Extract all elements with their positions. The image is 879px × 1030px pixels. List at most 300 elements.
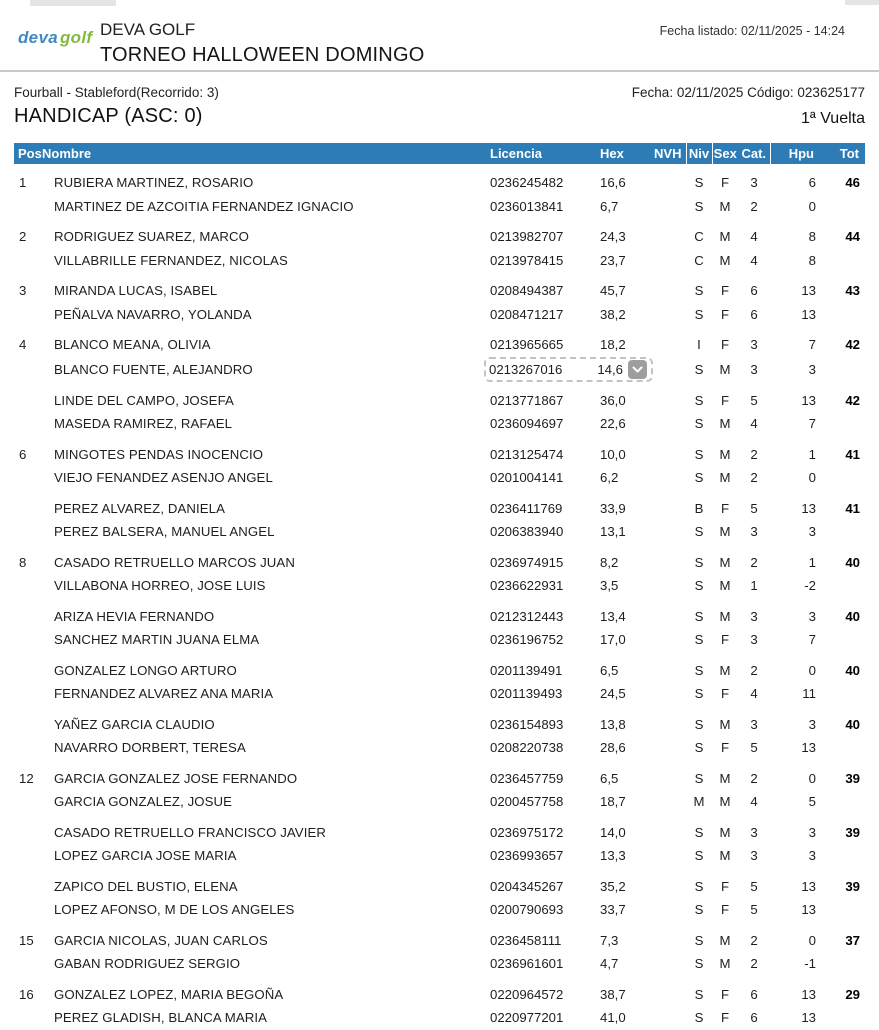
cell-hpu: 5: [808, 794, 816, 810]
chevron-down-icon[interactable]: [628, 360, 647, 379]
results-table: [14, 143, 865, 1030]
cell-licencia: 0236013841: [490, 198, 564, 214]
cell-pos: [14, 574, 42, 598]
cell-tot: 40: [845, 716, 860, 732]
result-group: [14, 814, 865, 868]
cell-hex: 14,6: [597, 361, 623, 377]
cell-licencia: 0206383940: [490, 524, 564, 540]
cell-cat: 3: [750, 608, 758, 624]
cell-licencia: 0213982707: [490, 229, 564, 245]
cell-sex: F: [720, 500, 730, 516]
cell-licencia: 0236457759: [490, 770, 564, 786]
cell-sex: M: [719, 794, 731, 810]
cell-hpu: 7: [808, 337, 816, 353]
cell-nvh: [650, 436, 686, 467]
cell-player-name: RODRIGUEZ SUAREZ, MARCO: [54, 229, 249, 245]
cell-hex: 23,7: [600, 252, 626, 268]
column-header-cat: Cat.: [738, 143, 770, 164]
cell-cat: 2: [750, 770, 758, 786]
cell-cat: 6: [750, 986, 758, 1002]
cell-nvh: [650, 272, 686, 303]
cell-niv: S: [694, 198, 704, 214]
cell-hex: 36,0: [600, 392, 626, 408]
cell-hpu: -2: [804, 578, 816, 594]
player-row: [14, 382, 865, 413]
cell-player-name: CASADO RETRUELLO MARCOS JUAN: [54, 554, 295, 570]
cell-sex: M: [719, 470, 731, 486]
cell-cat: 6: [750, 306, 758, 322]
cell-niv: S: [694, 824, 704, 840]
cell-licencia: 0220977201: [490, 1010, 564, 1026]
cell-niv: S: [694, 392, 704, 408]
cell-nvh: [650, 357, 686, 382]
cell-tot: [818, 574, 865, 598]
cell-cat: 3: [750, 524, 758, 540]
cell-nvh: [650, 326, 686, 357]
result-group: [14, 490, 865, 544]
column-header-hpu: Hpu: [770, 143, 818, 164]
player-row: [14, 574, 865, 598]
result-group: [14, 436, 865, 490]
cell-player-name: GONZALEZ LONGO ARTURO: [54, 662, 237, 678]
cell-nvh: [650, 814, 686, 845]
cell-licencia: 0236993657: [490, 848, 564, 864]
cell-cat: 2: [750, 470, 758, 486]
cell-licencia: 0236411769: [490, 500, 563, 516]
column-header-nombre: Nombre: [42, 143, 490, 164]
cell-tot: 44: [845, 229, 860, 245]
result-group: [14, 218, 865, 272]
player-row: [14, 628, 865, 652]
cell-nvh: [650, 382, 686, 413]
cell-niv: S: [694, 554, 704, 570]
cell-cat: 6: [750, 1010, 758, 1026]
cell-pos: [14, 598, 42, 629]
cell-pos: [14, 652, 42, 683]
cell-tot: 39: [845, 824, 860, 840]
result-group: [14, 868, 865, 922]
cell-licencia: 0236622931: [490, 578, 564, 594]
cell-cat: 1: [750, 578, 758, 594]
cell-hex: 6,5: [600, 662, 619, 678]
player-row: [14, 357, 865, 382]
cell-pos: 4: [19, 337, 27, 353]
cell-niv: S: [694, 361, 704, 377]
cell-tot: 42: [845, 337, 860, 353]
cell-hex: 6,7: [600, 198, 619, 214]
cell-tot: 39: [845, 878, 860, 894]
cell-player-name: MIRANDA LUCAS, ISABEL: [54, 283, 218, 299]
cell-licencia: 0236458111: [490, 932, 562, 948]
player-row: [14, 952, 865, 976]
player-row: [14, 436, 865, 467]
cell-tot: [818, 357, 865, 382]
cell-tot: [818, 412, 865, 436]
cell-sex: F: [720, 1010, 730, 1026]
cell-hpu: 6: [808, 175, 816, 191]
cell-sex: M: [719, 932, 731, 948]
cell-licencia-hex-selected: [490, 357, 650, 382]
player-row: [14, 976, 865, 1007]
cell-niv: S: [694, 686, 704, 702]
player-row: [14, 195, 865, 219]
player-row: [14, 844, 865, 868]
cell-player-name: ZAPICO DEL BUSTIO, ELENA: [54, 878, 238, 894]
cell-player-name: PEREZ GLADISH, BLANCA MARIA: [54, 1010, 268, 1026]
cell-niv: C: [694, 229, 704, 245]
cell-hex: 13,1: [600, 524, 626, 540]
cell-player-name: GONZALEZ LOPEZ, MARIA BEGOÑA: [54, 986, 284, 1002]
cell-niv: S: [694, 283, 704, 299]
cell-cat: 5: [750, 878, 758, 894]
result-group: [14, 652, 865, 706]
cell-tot: [818, 628, 865, 652]
cell-tot: 42: [845, 392, 860, 408]
cell-player-name: MARTINEZ DE AZCOITIA FERNANDEZ IGNACIO: [54, 198, 354, 214]
cell-hpu: 8: [808, 252, 816, 268]
cell-tot: 39: [845, 770, 860, 786]
cell-sex: M: [719, 662, 731, 678]
cell-licencia: 0201139491: [490, 662, 563, 678]
cell-niv: S: [694, 416, 704, 432]
cell-pos: [14, 814, 42, 845]
cell-nvh: [650, 736, 686, 760]
result-group: [14, 760, 865, 814]
cell-tot: 46: [845, 175, 860, 191]
result-group: [14, 922, 865, 976]
cell-sex: M: [719, 252, 731, 268]
cell-hpu: 13: [801, 986, 816, 1002]
cell-sex: M: [719, 848, 731, 864]
cell-player-name: MASEDA RAMIREZ, RAFAEL: [54, 416, 233, 432]
cell-pos: 2: [19, 229, 27, 245]
result-group: [14, 544, 865, 598]
cell-nvh: [650, 868, 686, 899]
cell-niv: S: [694, 986, 704, 1002]
cell-pos: 12: [19, 770, 34, 786]
cell-player-name: VILLABONA HORREO, JOSE LUIS: [54, 578, 266, 594]
player-row: [14, 164, 865, 195]
cell-pos: [14, 195, 42, 219]
cell-niv: S: [694, 306, 704, 322]
cell-tot: 41: [845, 500, 860, 516]
cell-cat: 2: [750, 554, 758, 570]
cell-pos: [14, 303, 42, 327]
cell-nvh: [650, 844, 686, 868]
cell-hex: 7,3: [600, 932, 619, 948]
cell-nvh: [650, 218, 686, 249]
cell-licencia: 0236245482: [490, 175, 564, 191]
cell-pos: 3: [19, 283, 27, 299]
page-header: [14, 20, 865, 68]
cell-licencia: 0208220738: [490, 740, 564, 756]
cell-hex: 18,2: [600, 337, 626, 353]
cell-licencia: 0213125474: [490, 446, 564, 462]
cell-pos: [14, 382, 42, 413]
cell-player-name: GARCIA GONZALEZ, JOSUE: [54, 794, 233, 810]
cell-nvh: [650, 544, 686, 575]
cell-tot: 37: [845, 932, 860, 948]
cell-licencia: 0208471217: [490, 306, 564, 322]
cell-nvh: [650, 976, 686, 1007]
cell-cat: 4: [750, 794, 758, 810]
cell-hpu: 13: [801, 740, 816, 756]
result-group: [14, 272, 865, 326]
cell-licencia: 0200790693: [490, 902, 564, 918]
cell-hex: 13,3: [600, 848, 626, 864]
cell-player-name: CASADO RETRUELLO FRANCISCO JAVIER: [54, 824, 326, 840]
cell-tot: [818, 952, 865, 976]
cell-nvh: [650, 1006, 686, 1030]
cell-sex: F: [720, 392, 730, 408]
player-row: [14, 868, 865, 899]
cell-cat: 3: [750, 175, 758, 191]
cell-sex: M: [719, 956, 731, 972]
player-row: [14, 790, 865, 814]
cell-licencia: 0212312443: [490, 608, 564, 624]
cell-pos: [14, 466, 42, 490]
cell-niv: S: [694, 446, 704, 462]
cell-cat: 2: [750, 956, 758, 972]
cell-sex: F: [720, 306, 730, 322]
cell-nvh: [650, 466, 686, 490]
player-row: [14, 598, 865, 629]
player-row: [14, 466, 865, 490]
devagolf-logo: [18, 28, 92, 48]
player-row: [14, 412, 865, 436]
cell-licencia: 0236961601: [490, 956, 564, 972]
player-row: [14, 490, 865, 521]
cell-pos: [14, 844, 42, 868]
cell-nvh: [650, 490, 686, 521]
cell-player-name: FERNANDEZ ALVAREZ ANA MARIA: [54, 686, 274, 702]
cell-cat: 3: [750, 824, 758, 840]
cell-sex: M: [719, 361, 731, 377]
cell-licencia: 0213267016: [489, 361, 563, 377]
player-row: [14, 520, 865, 544]
ranking-title: HANDICAP (ASC: 0): [14, 105, 203, 127]
cell-hex: 45,7: [600, 283, 626, 299]
cell-niv: S: [694, 848, 704, 864]
cell-hex: 10,0: [600, 446, 626, 462]
cell-tot: 40: [845, 554, 860, 570]
cell-hex: 28,6: [600, 740, 626, 756]
cell-player-name: GARCIA NICOLAS, JUAN CARLOS: [54, 932, 268, 948]
column-header-sex: Sex: [712, 143, 738, 164]
cell-player-name: GARCIA GONZALEZ JOSE FERNANDO: [54, 770, 298, 786]
cell-hpu: 11: [802, 686, 816, 702]
column-header-nvh: NVH: [650, 143, 686, 164]
cell-hex: 6,5: [600, 770, 619, 786]
player-row: [14, 652, 865, 683]
player-row: [14, 249, 865, 273]
cell-sex: M: [719, 416, 731, 432]
cell-hpu: 0: [808, 662, 816, 678]
window-corner-artifact-right: [845, 0, 879, 5]
cell-niv: S: [694, 770, 704, 786]
cell-licencia: 0236196752: [490, 632, 564, 648]
cell-niv: C: [694, 252, 704, 268]
cell-nvh: [650, 628, 686, 652]
player-row: [14, 922, 865, 953]
cell-hex: 35,2: [600, 878, 626, 894]
cell-hpu: 7: [808, 416, 816, 432]
cell-pos: [14, 706, 42, 737]
club-name: DEVA GOLF: [100, 20, 196, 39]
logo-text-deva: deva: [18, 28, 58, 47]
cell-sex: M: [719, 446, 731, 462]
cell-licencia: 0213965665: [490, 337, 564, 353]
handicap-selection-box[interactable]: [484, 357, 653, 382]
cell-pos: [14, 790, 42, 814]
cell-licencia: 0204345267: [490, 878, 564, 894]
cell-nvh: [650, 164, 686, 195]
cell-cat: 5: [750, 902, 758, 918]
listed-date: Fecha listado: 02/11/2025 - 14:24: [659, 24, 845, 38]
cell-sex: F: [720, 632, 730, 648]
player-row: [14, 682, 865, 706]
cell-cat: 4: [750, 686, 758, 702]
cell-cat: 5: [750, 392, 758, 408]
cell-tot: [818, 790, 865, 814]
player-row: [14, 303, 865, 327]
cell-pos: 16: [19, 986, 34, 1002]
cell-pos: [14, 1006, 42, 1030]
cell-pos: [14, 952, 42, 976]
result-group: [14, 706, 865, 760]
cell-tot: 43: [845, 283, 860, 299]
cell-licencia: 0200457758: [490, 794, 564, 810]
cell-hex: 8,2: [600, 554, 619, 570]
cell-cat: 4: [750, 229, 758, 245]
cell-tot: 29: [845, 986, 860, 1002]
cell-cat: 3: [750, 716, 758, 732]
cell-hex: 14,0: [600, 824, 626, 840]
cell-hex: 38,7: [600, 986, 626, 1002]
cell-tot: [818, 466, 865, 490]
cell-pos: [14, 412, 42, 436]
cell-player-name: PEREZ BALSERA, MANUEL ANGEL: [54, 524, 275, 540]
cell-nvh: [650, 706, 686, 737]
cell-niv: S: [694, 932, 704, 948]
cell-hpu: 13: [801, 878, 816, 894]
column-header-pos: Pos: [14, 143, 42, 164]
cell-hpu: 3: [808, 848, 816, 864]
cell-pos: [14, 490, 42, 521]
cell-hpu: 3: [808, 608, 816, 624]
cell-hex: 38,2: [600, 306, 626, 322]
player-row: [14, 326, 865, 357]
cell-nvh: [650, 790, 686, 814]
cell-player-name: YAÑEZ GARCIA CLAUDIO: [54, 716, 215, 732]
cell-tot: [818, 736, 865, 760]
cell-player-name: SANCHEZ MARTIN JUANA ELMA: [54, 632, 260, 648]
cell-player-name: LOPEZ AFONSO, M DE LOS ANGELES: [54, 902, 295, 918]
cell-niv: S: [694, 470, 704, 486]
cell-cat: 4: [750, 416, 758, 432]
cell-sex: M: [719, 608, 731, 624]
cell-player-name: ARIZA HEVIA FERNANDO: [54, 608, 215, 624]
cell-niv: S: [694, 878, 704, 894]
cell-sex: M: [719, 578, 731, 594]
cell-tot: 41: [845, 446, 860, 462]
player-row: [14, 544, 865, 575]
cell-player-name: VIEJO FENANDEZ ASENJO ANGEL: [54, 470, 273, 486]
cell-cat: 2: [750, 662, 758, 678]
cell-sex: M: [719, 554, 731, 570]
cell-tot: [818, 682, 865, 706]
cell-hex: 16,6: [600, 175, 626, 191]
column-header-niv: Niv: [686, 143, 712, 164]
cell-niv: S: [694, 1010, 704, 1026]
cell-licencia: 0213978415: [490, 252, 564, 268]
cell-pos: 15: [19, 932, 34, 948]
tournament-title: TORNEO HALLOWEEN DOMINGO: [100, 44, 425, 66]
cell-hpu: 13: [801, 392, 816, 408]
cell-hex: 13,8: [600, 716, 626, 732]
cell-hpu: 3: [808, 361, 816, 377]
cell-pos: [14, 628, 42, 652]
cell-cat: 2: [750, 932, 758, 948]
cell-niv: I: [697, 337, 701, 353]
cell-pos: [14, 898, 42, 922]
cell-player-name: RUBIERA MARTINEZ, ROSARIO: [54, 175, 254, 191]
cell-player-name: GABAN RODRIGUEZ SERGIO: [54, 956, 241, 972]
cell-tot: [818, 520, 865, 544]
cell-pos: [14, 682, 42, 706]
cell-niv: S: [694, 632, 704, 648]
cell-hex: 24,3: [600, 229, 626, 245]
cell-sex: F: [720, 283, 730, 299]
cell-tot: [818, 249, 865, 273]
cell-player-name: NAVARRO DORBERT, TERESA: [54, 740, 246, 756]
cell-hpu: 0: [808, 770, 816, 786]
column-header-hex: Hex: [600, 143, 650, 164]
result-group: [14, 326, 865, 382]
cell-hpu: 1: [808, 554, 816, 570]
cell-hex: 17,0: [600, 632, 626, 648]
cell-licencia: 0236974915: [490, 554, 564, 570]
cell-niv: S: [694, 175, 704, 191]
cell-nvh: [650, 574, 686, 598]
cell-hex: 3,5: [600, 578, 619, 594]
cell-hpu: 3: [808, 716, 816, 732]
cell-sex: F: [720, 337, 730, 353]
cell-hex: 41,0: [600, 1010, 626, 1026]
cell-sex: F: [720, 686, 730, 702]
cell-player-name: LOPEZ GARCIA JOSE MARIA: [54, 848, 237, 864]
cell-tot: [818, 898, 865, 922]
logo-text-golf: golf: [59, 28, 93, 47]
cell-hpu: 13: [801, 306, 816, 322]
table-header: [14, 143, 865, 164]
cell-player-name: VILLABRILLE FERNANDEZ, NICOLAS: [54, 252, 288, 268]
cell-sex: F: [720, 902, 730, 918]
cell-nvh: [650, 952, 686, 976]
cell-hpu: 13: [801, 283, 816, 299]
cell-hpu: 3: [808, 824, 816, 840]
cell-nvh: [650, 682, 686, 706]
cell-sex: M: [719, 716, 731, 732]
cell-player-name: BLANCO MEANA, OLIVIA: [54, 337, 211, 353]
cell-cat: 3: [750, 632, 758, 648]
cell-cat: 5: [750, 740, 758, 756]
cell-pos: 8: [19, 554, 27, 570]
player-row: [14, 760, 865, 791]
cell-cat: 4: [750, 252, 758, 268]
cell-tot: [818, 1006, 865, 1030]
cell-sex: M: [719, 524, 731, 540]
